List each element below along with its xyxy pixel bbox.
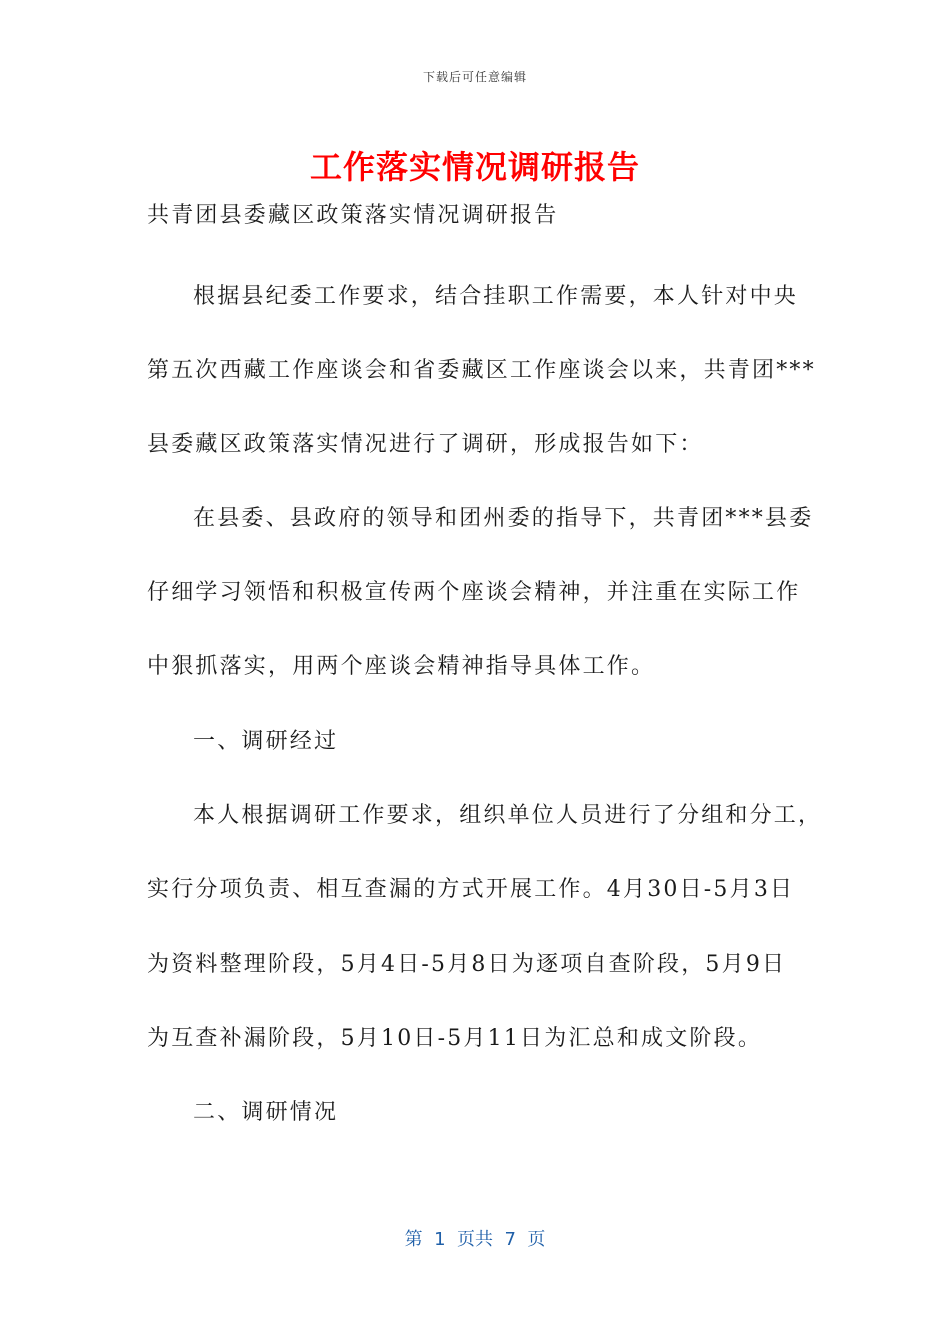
paragraph-line: 县委藏区政策落实情况进行了调研，形成报告如下： <box>147 432 704 457</box>
page-title: 工作落实情况调研报告 <box>309 148 640 186</box>
header-note: 下载后可任意编辑 <box>422 70 527 84</box>
paragraph-line: 为互查补漏阶段，5月10日-5月11日为汇总和成文阶段。 <box>147 1026 763 1051</box>
paragraph-line: 仔细学习领悟和积极宣传两个座谈会精神，并注重在实际工作 <box>147 580 801 605</box>
section-heading: 二、调研情况 <box>193 1100 339 1125</box>
paragraph-line: 根据县纪委工作要求，结合挂职工作需要，本人针对中央 <box>193 284 799 309</box>
paragraph-line: 为资料整理阶段，5月4日-5月8日为逐项自查阶段，5月9日 <box>147 952 787 977</box>
paragraph-line: 本人根据调研工作要求，组织单位人员进行了分组和分工， <box>193 803 823 828</box>
paragraph-line: 第五次西藏工作座谈会和省委藏区工作座谈会以来，共青团*** <box>147 358 816 383</box>
paragraph-line: 实行分项负责、相互查漏的方式开展工作。4月30日-5月3日 <box>147 877 795 902</box>
page-footer: 第 1 页共 7 页 <box>404 1229 546 1250</box>
document-subtitle: 共青团县委藏区政策落实情况调研报告 <box>147 203 559 228</box>
paragraph-line: 中狠抓落实，用两个座谈会精神指导具体工作。 <box>147 654 656 679</box>
paragraph-line: 在县委、县政府的领导和团州委的指导下，共青团***县委 <box>193 506 814 531</box>
section-heading: 一、调研经过 <box>193 729 339 754</box>
